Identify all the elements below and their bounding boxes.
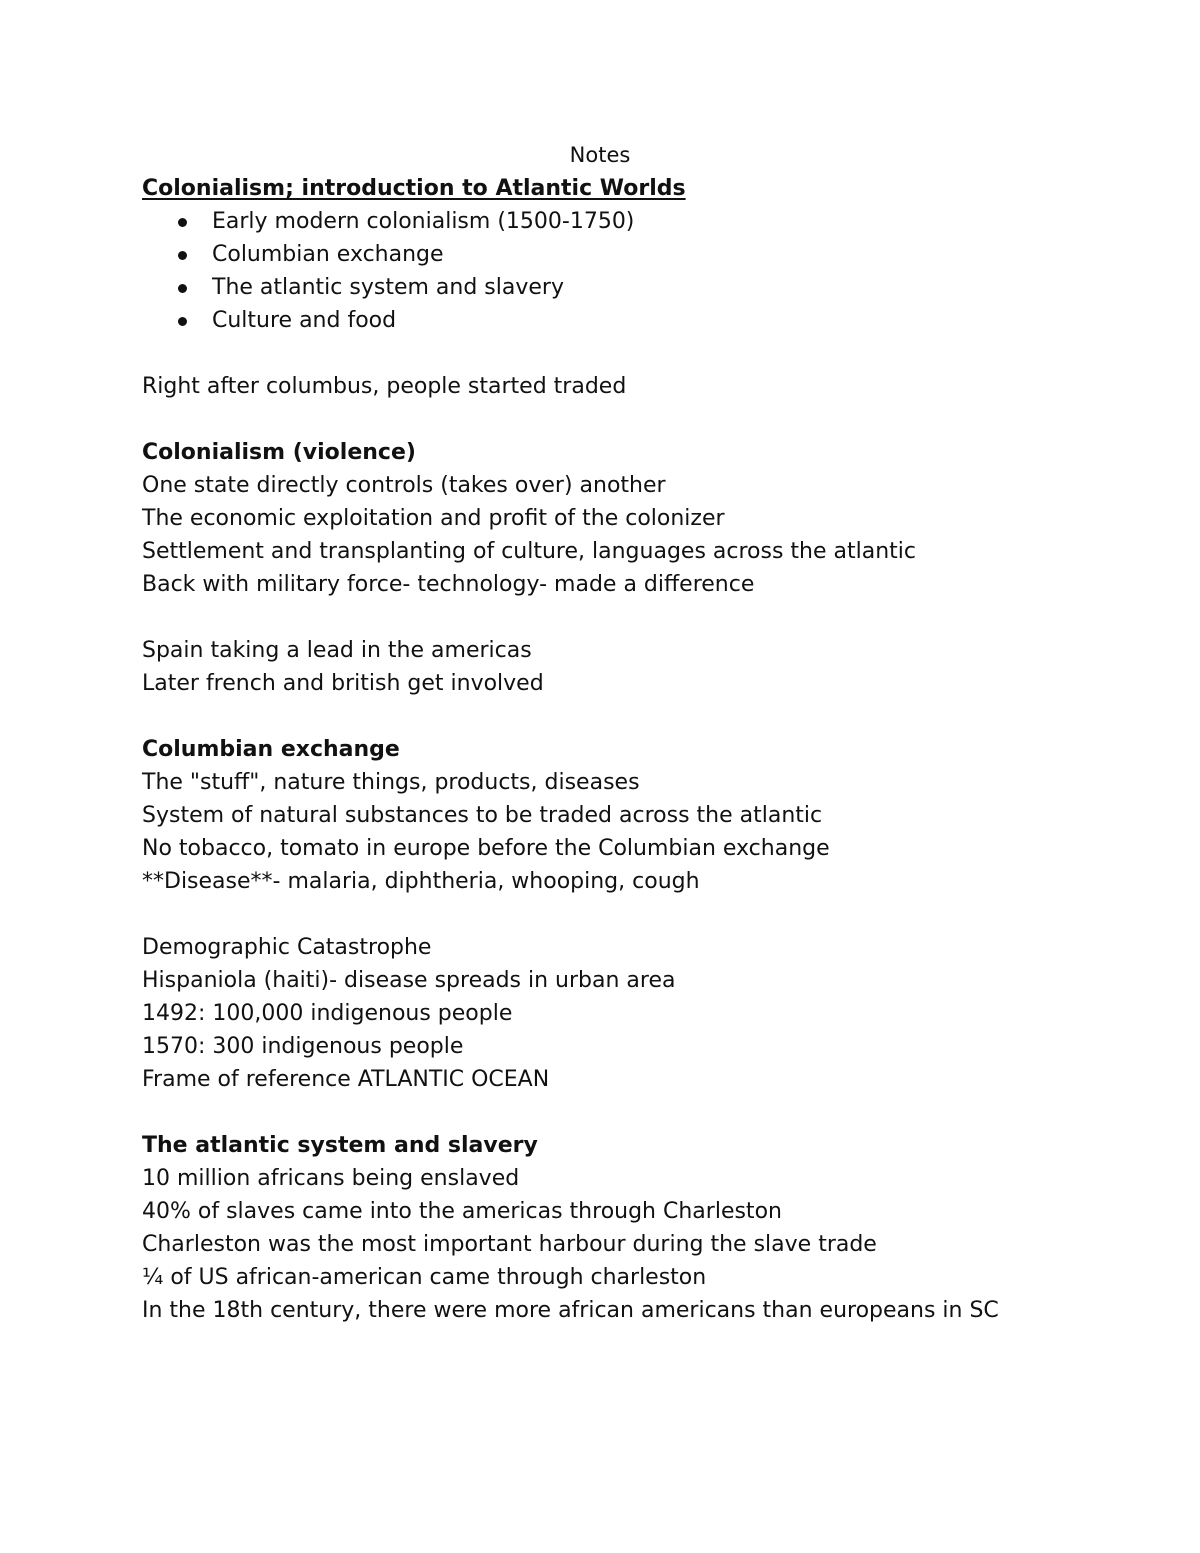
note-line: The economic exploitation and profit of the colonizer [142,506,725,531]
bullet-item [142,304,1102,337]
spacer [142,337,1102,370]
bullet-item [142,238,1102,271]
note-line: Hispaniola (haiti)- disease spreads in urban area [142,968,676,993]
bullet-icon [178,317,187,326]
spacer [142,898,1102,931]
note-line: Back with military force- technology- made a difference [142,572,755,597]
note-line: Settlement and transplanting of culture, languages across the atlantic [142,539,916,564]
note-line: 1570: 300 indigenous people [142,1034,464,1059]
bullet-text: Columbian exchange [212,242,444,267]
note-line: No tobacco, tomato in europe before the Columbian exchange [142,836,830,861]
note-line: The "stuff", nature things, products, diseases [142,770,640,795]
note-line: Spain taking a lead in the americas [142,638,532,663]
intro-line: Right after columbus, people started traded [142,374,627,399]
spacer [142,1096,1102,1129]
note-line: 40% of slaves came into the americas through Charleston [142,1199,782,1224]
section-heading-atlantic-slavery: The atlantic system and slavery [142,1133,538,1158]
bullet-text: Early modern colonialism (1500-1750) [212,209,635,234]
note-line: Demographic Catastrophe [142,935,432,960]
note-line: **Disease**- malaria, diphtheria, whooping, cough [142,869,700,894]
note-line: One state directly controls (takes over) another [142,473,666,498]
note-line: System of natural substances to be traded across the atlantic [142,803,823,828]
document-title: Notes [569,143,631,167]
bullet-text: Culture and food [212,308,397,333]
section-heading-columbian-exchange: Columbian exchange [142,737,400,762]
note-line: 1492: 100,000 indigenous people [142,1001,513,1026]
document-body [142,172,1102,1327]
bullet-item [142,271,1102,304]
spacer [142,700,1102,733]
bullet-icon [178,218,187,227]
main-heading: Colonialism; introduction to Atlantic Worlds [142,176,686,201]
note-line: 10 million africans being enslaved [142,1166,520,1191]
bullet-item [142,205,1102,238]
note-line: ¼ of US african-american came through charleston [142,1265,707,1290]
spacer [142,403,1102,436]
spacer [142,601,1102,634]
note-line: Frame of reference ATLANTIC OCEAN [142,1067,550,1092]
bullet-icon [178,251,187,260]
note-line: Charleston was the most important harbour during the slave trade [142,1232,877,1257]
note-line: In the 18th century, there were more african americans than europeans in SC [142,1298,999,1323]
bullet-text: The atlantic system and slavery [212,275,564,300]
note-line: Later french and british get involved [142,671,544,696]
bullet-icon [178,284,187,293]
section-heading-colonialism: Colonialism (violence) [142,440,416,465]
topic-bullet-list [142,205,1102,337]
